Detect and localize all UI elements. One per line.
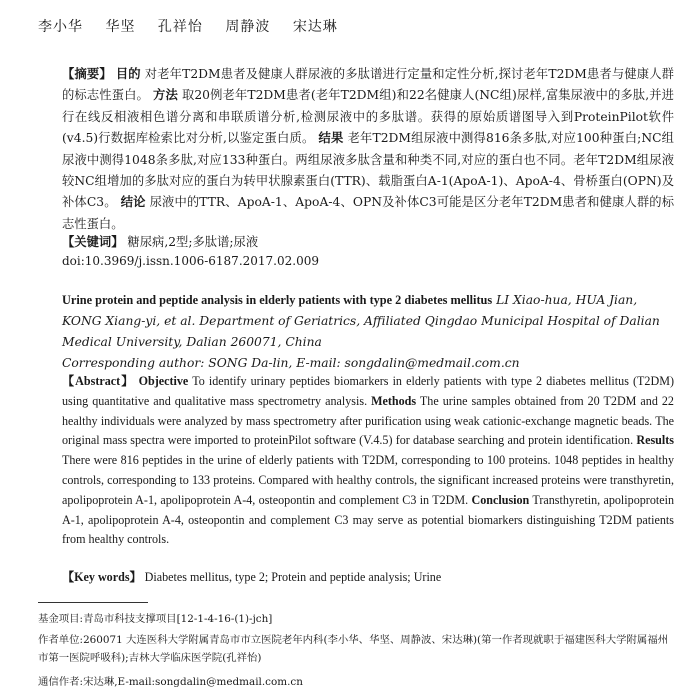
corresponding-footnote: 通信作者:宋达琳,E-mail:songdalin@medmail.com.cn: [38, 676, 303, 688]
abstract-label: 【Abstract】: [62, 374, 135, 388]
author-list: [38, 16, 355, 36]
results-label: 结果: [318, 131, 344, 146]
conclusion-text: 尿液中的TTR、ApoA-1、ApoA-4、OPN及补体C3可能是区分老年T2DM患者和健康人群的标志性蛋白。: [62, 195, 674, 231]
conclusion-text: Transthyretin, apolipoprotein A-1, apolipoprotein A-4, osteopontin and complement C3 may serve as potential biomarkers distinguishing T2DM patients from healthy controls.: [62, 492, 675, 547]
author: 宋达琳: [292, 19, 338, 35]
methods-label: Methods: [371, 393, 417, 408]
results-text: There were 816 peptides in the urine of elderly patients with T2DM, corresponding to 100 proteins. 1048 peptides in healthy controls, corresponding to 133 proteins. Compared with healthy controls, the significant increased proteins were transthyretin, apolipoprotein A-1, apolipoprotein A-4, osteopontin and complement C3 in T2DM.: [62, 453, 674, 507]
keywords-label: 【关键词】: [62, 235, 124, 249]
author: 华坚: [105, 19, 136, 35]
footnote-divider: [38, 602, 148, 603]
english-title: Urine protein and peptide analysis in elderly patients with type 2 diabetes mellitus: [62, 293, 493, 307]
objective-text: 对老年T2DM患者及健康人群尿液的多肽谱进行定量和定性分析,探讨老年T2DM患者与健康人群的标志性蛋白。: [62, 67, 674, 103]
author: 李小华: [38, 19, 83, 35]
english-affiliation: LI Xiao-hua, HUA Jian, KONG Xiang-yi, et al. Department of Geriatrics, Affiliated Qingdao Municipal Hospital of Dalian Medical University, Dalian 260071, China: [62, 293, 660, 349]
abstract-label: 【摘要】: [62, 67, 112, 81]
english-keywords: [62, 568, 441, 585]
conclusion-label: 结论: [120, 195, 146, 210]
english-abstract: [62, 372, 674, 550]
results-label: Results: [636, 433, 674, 448]
author: 周静波: [225, 19, 271, 35]
chinese-keywords: [62, 232, 258, 250]
methods-text: 取20例老年T2DM患者(老年T2DM组)和22名健康人(NC组)尿样,富集尿液中的多肽,并进行在线反相液相色谱分离和串联质谱分析,检测尿液中的多肽谱。获得的原始质谱图导入到ProteinPilot软件(v4.5)行数据库检索比对分析,以鉴定蛋白质。: [62, 88, 674, 146]
doi: doi:10.3969/j.issn.1006-6187.2017.02.009: [62, 254, 319, 268]
objective-label: 目的: [115, 67, 141, 81]
methods-label: 方法: [153, 88, 178, 103]
chinese-abstract: [62, 64, 674, 235]
corresponding-author: Corresponding author: SONG Da-lin, E-mail: songdalin@medmail.com.cn: [62, 356, 520, 370]
keywords-text: 糖尿病,2型;多肽谱;尿液: [127, 235, 259, 249]
objective-label: Objective: [138, 374, 189, 388]
conclusion-label: Conclusion: [471, 492, 530, 507]
methods-text: The urine samples obtained from 20 T2DM and 22 healthy individuals were analyzed by mass spectrometry after purification using weak cationic-exchange magnetic beads. The original mass spectra were imported to proteinPilot software (V.4.5) for database searching and protein identification.: [62, 393, 674, 448]
fund-footnote: 基金项目:青岛市科技支撑项目[12-1-4-16-(1)-jch]: [38, 613, 273, 625]
keywords-text: Diabetes mellitus, type 2; Protein and peptide analysis; Urine: [144, 570, 442, 584]
objective-text: To identify urinary peptides biomarkers in elderly patients with type 2 diabetes mellitus (T2DM) using quantitative and qualitative mass spectrometry analysis.: [62, 374, 674, 408]
keywords-label: 【Key words】: [62, 570, 142, 584]
english-header: [62, 290, 674, 374]
results-text: 老年T2DM组尿液中测得816条多肽,对应100种蛋白;NC组尿液中测得1048条多肽,对应133种蛋白。两组尿液多肽含量和种类不同,对应的蛋白也不同。老年T2DM组尿液较NC组增加的多肽对应的蛋白为转甲状腺素蛋白(TTR)、载脂蛋白A-1(ApoA-1)、ApoA-4、骨桥蛋白(OPN)及补体C3。: [62, 131, 674, 210]
author: 孔祥怡: [157, 19, 203, 35]
unit-footnote: 作者单位:260071 大连医科大学附属青岛市市立医院老年内科(李小华、华坚、周静波、宋达琳)(第一作者现就职于福建医科大学附属福州市第一医院呼吸科);吉林大学临床医学院(孔祥怡): [38, 634, 669, 664]
